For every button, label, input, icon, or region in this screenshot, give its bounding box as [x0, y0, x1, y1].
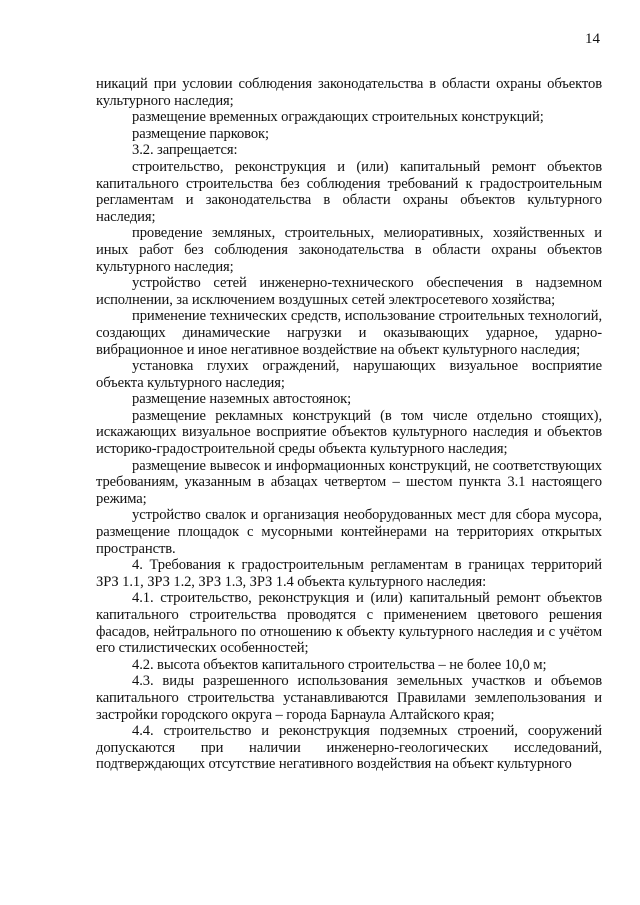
document-body: [96, 76, 602, 773]
paragraph: размещение временных ограждающих строительных конструкций;: [132, 109, 544, 126]
paragraph: 4. Требования к градостроительным регламентам в границах территорий ЗРЗ 1.1, ЗРЗ 1.2, ЗРЗ 1.3, ЗРЗ 1.4 объекта культурного наследия:: [96, 557, 602, 590]
paragraph: размещение наземных автостоянок;: [132, 391, 352, 408]
paragraph: строительство, реконструкция и (или) капитальный ремонт объектов капитального строительства без соблюдения требований к градостроительным регламентам и законодательства в области охраны объектов культурного наследия;: [96, 158, 602, 225]
paragraph: установка глухих ограждений, нарушающих визуальное восприятие объекта культурного наследия;: [96, 358, 602, 391]
paragraph: размещение парковок;: [132, 125, 269, 142]
paragraph: применение технических средств, использование строительных технологий, создающих динамические нагрузки и оказывающих ударное, ударно-вибрационное и иное негативное воздействие на объект культурного наследия;: [96, 308, 602, 358]
paragraph: 4.4. строительство и реконструкция подземных строений, сооружений допускаются при наличии инженерно-геологических исследований, подтверждающих отсутствие негативного воздействия на объект культурного: [96, 723, 602, 773]
paragraph: размещение вывесок и информационных конструкций, не соответствующих требованиям, указанным в абзацах четвертом – шестом пункта 3.1 настоящего режима;: [96, 457, 602, 507]
paragraph: устройство сетей инженерно-технического обеспечения в надземном исполнении, за исключением воздушных сетей электросетевого хозяйства;: [96, 275, 602, 308]
paragraph: проведение земляных, строительных, мелиоративных, хозяйственных и иных работ без соблюдения законодательства в области охраны объектов культурного наследия;: [96, 225, 602, 275]
paragraph: размещение рекламных конструкций (в том числе отдельно стоящих), искажающих визуальное восприятие объектов культурного наследия и объектов историко-градостроительной среды объекта культурного наследия;: [96, 407, 602, 458]
paragraph: 3.2. запрещается:: [132, 142, 238, 159]
paragraph: никаций при условии соблюдения законодательства в области охраны объектов культурного наследия;: [96, 76, 602, 109]
paragraph: 4.1. строительство, реконструкция и (или) капитальный ремонт объектов капитального строительства проводятся с применением цветового решения фасадов, нейтрального по отношению к объекту культурного наследия и с учётом его стилистических особенностей;: [96, 590, 602, 657]
paragraph: 4.2. высота объектов капитального строительства – не более 10,0 м;: [132, 656, 547, 673]
paragraph: устройство свалок и организация необорудованных мест для сбора мусора, размещение площадок с мусорными контейнерами на территориях открытых пространств.: [96, 507, 602, 557]
page-number: 14: [585, 31, 600, 47]
paragraph: 4.3. виды разрешенного использования земельных участков и объемов капитального строительства устанавливаются Правилами землепользования и застройки городского округа – города Барнаула Алтайского края;: [96, 673, 602, 723]
